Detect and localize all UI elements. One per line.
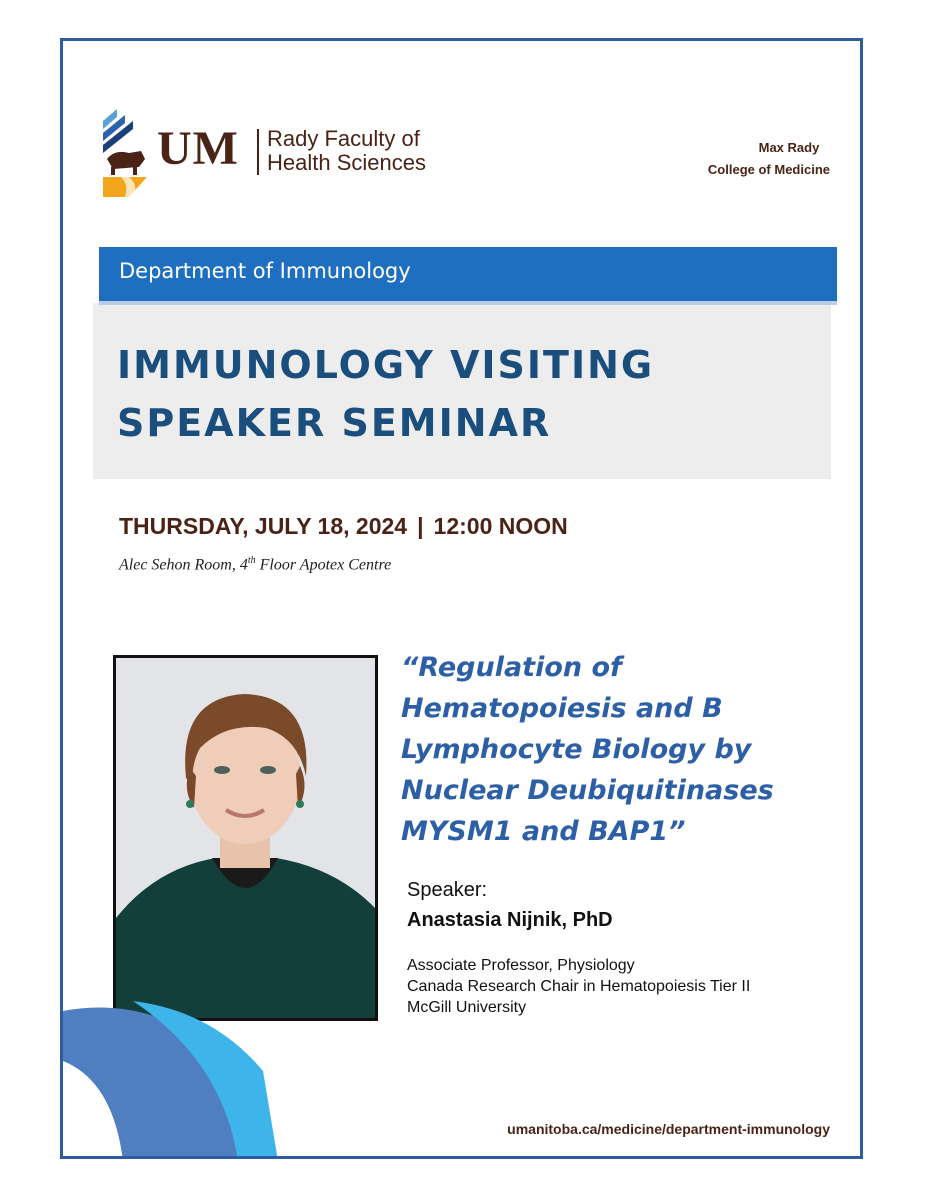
affiliation-line: Associate Professor, Physiology [407,957,635,974]
event-time: 12:00 NOON [433,513,568,539]
department-url[interactable]: umanitoba.ca/medicine/department-immunology [507,1121,830,1137]
seminar-title-line-1: IMMUNOLOGY VISITING [117,343,655,387]
event-date: THURSDAY, JULY 18, 2024 [119,513,408,539]
venue-text: Alec Sehon Room, 4 [119,556,248,574]
um-logo [99,107,479,197]
college-line-1: Max Rady [758,140,820,155]
speaker-label: Speaker: [407,879,488,901]
speaker-portrait-illustration [116,658,375,1018]
talk-title-line: “Regulation of [401,652,622,683]
seminar-title-line-2: SPEAKER SEMINAR [117,401,552,445]
talk-title-line: MYSM1 and BAP1” [401,816,686,847]
title-band [93,303,831,479]
talk-title [401,647,821,852]
department-band [99,247,837,305]
college-name [708,137,830,181]
logo-divider [257,129,259,175]
date-separator: | [417,513,424,539]
affiliation-line: McGill University [407,999,527,1016]
speaker-affiliations [407,955,750,1018]
talk-title-line: Nuclear Deubiquitinases [401,775,774,806]
affiliation-line: Canada Research Chair in Hematopoiesis Tier II [407,978,751,995]
bison-shield-icon [99,107,151,197]
event-date-time [119,513,568,540]
talk-title-line: Lymphocyte Biology by [401,734,752,765]
college-line-2: College of Medicine [707,162,830,177]
decorative-swoosh [63,1001,283,1159]
logo-abbreviation: UM [157,122,239,175]
speaker-name: Anastasia Nijnik, PhD [407,909,613,931]
event-venue [119,555,391,574]
venue-ordinal: th [247,555,256,566]
talk-title-line: Hematopoiesis and B [401,693,723,724]
speaker-photo [113,655,378,1021]
poster-frame [60,38,863,1159]
venue-text-end: Floor Apotex Centre [255,556,392,574]
logo-faculty-name: Rady Faculty of Health Sciences [267,126,426,175]
department-name: Department of Immunology [119,259,411,283]
